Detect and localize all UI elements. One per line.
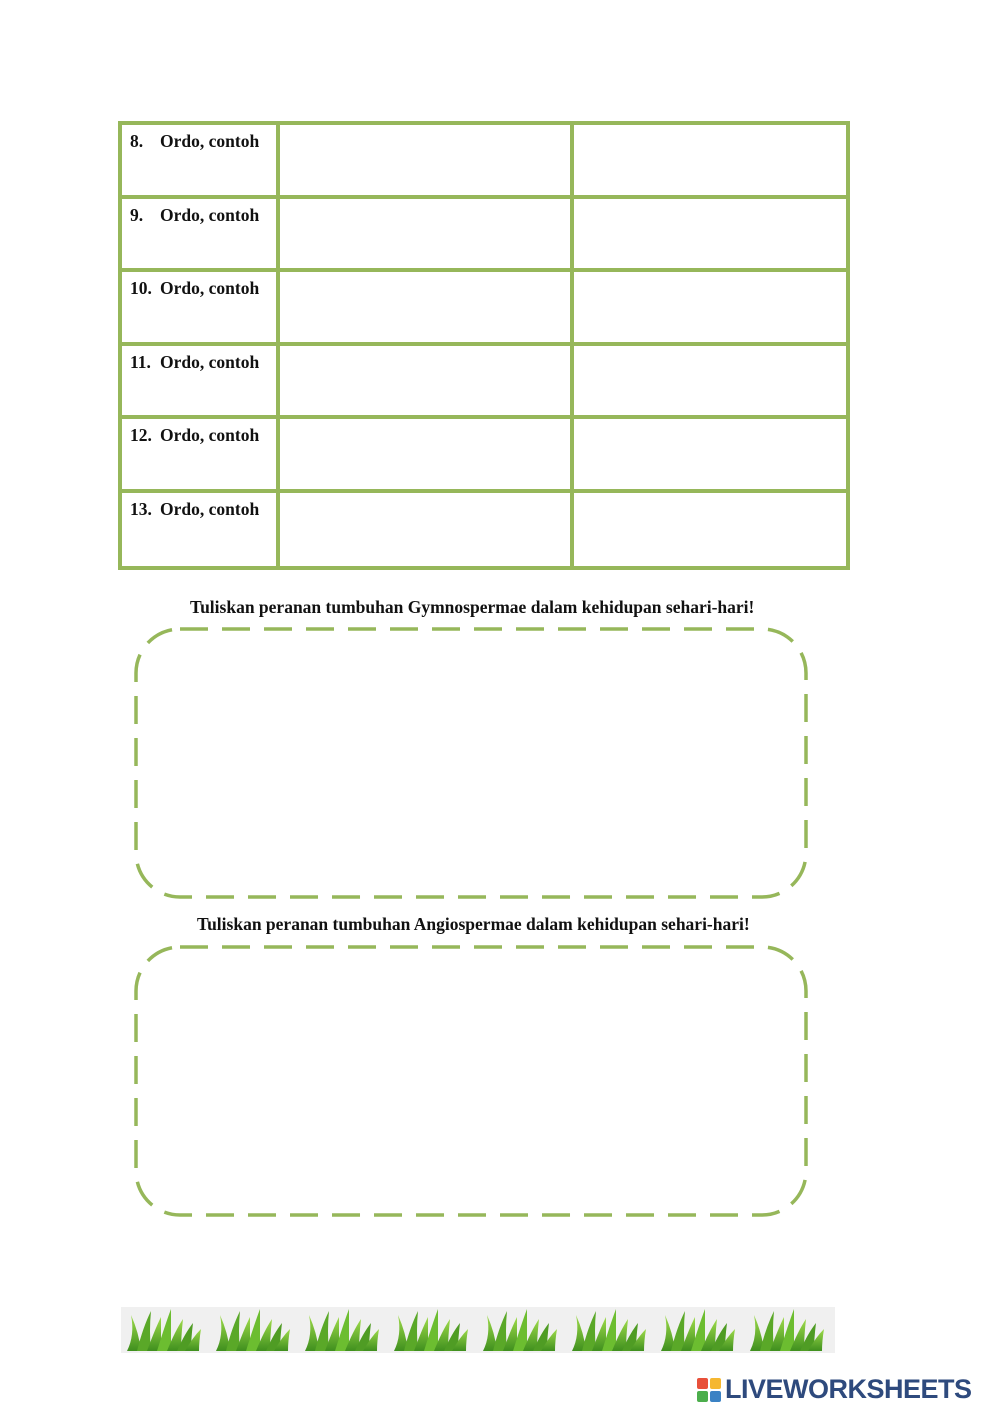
answer-cell[interactable] (574, 125, 846, 199)
dashed-border (133, 944, 809, 1218)
ordo-label-cell (122, 272, 280, 346)
answer-cell[interactable] (280, 346, 574, 420)
answer-cell[interactable] (280, 419, 574, 493)
ordo-label-cell (122, 419, 280, 493)
row-number: 13. (130, 498, 152, 519)
answer-cell[interactable] (280, 493, 574, 567)
ordo-label-cell (122, 125, 280, 199)
row-label: Ordo, contoh (160, 425, 260, 445)
angiospermae-answer-box[interactable] (133, 944, 809, 1223)
answer-cell[interactable] (574, 199, 846, 273)
liveworksheets-logo[interactable] (697, 1376, 972, 1403)
row-number: 8. (130, 131, 144, 151)
grass-border-decoration (121, 1307, 835, 1353)
ordo-label-cell (122, 199, 280, 273)
brand-name: LIVEWORKSHEETS (725, 1374, 972, 1404)
row-number: 11. (130, 351, 151, 372)
dashed-border (133, 626, 809, 900)
answer-cell[interactable] (574, 346, 846, 420)
angiospermae-question: Tuliskan peranan tumbuhan Angiospermae dalam kehidupan sehari-hari! (197, 914, 750, 934)
answer-cell[interactable] (280, 199, 574, 273)
row-label: Ordo, contoh (160, 131, 260, 151)
answer-cell[interactable] (574, 272, 846, 346)
liveworksheets-logo-icon (697, 1378, 721, 1402)
row-label: Ordo, contoh (160, 278, 260, 298)
answer-cell[interactable] (574, 493, 846, 567)
gymnospermae-answer-box[interactable] (133, 626, 809, 905)
ordo-label-cell (122, 493, 280, 567)
row-label: Ordo, contoh (160, 204, 260, 225)
answer-cell[interactable] (574, 419, 846, 493)
ordo-label-cell (122, 346, 280, 420)
row-label: Ordo, contoh (160, 351, 260, 372)
row-number: 10. (130, 278, 152, 298)
row-label: Ordo, contoh (160, 498, 260, 519)
answer-cell[interactable] (280, 125, 574, 199)
answer-cell[interactable] (280, 272, 574, 346)
ordo-table (118, 121, 850, 570)
gymnospermae-question: Tuliskan peranan tumbuhan Gymnospermae dalam kehidupan sehari-hari! (190, 597, 755, 617)
row-number: 12. (130, 425, 152, 445)
row-number: 9. (130, 204, 144, 225)
